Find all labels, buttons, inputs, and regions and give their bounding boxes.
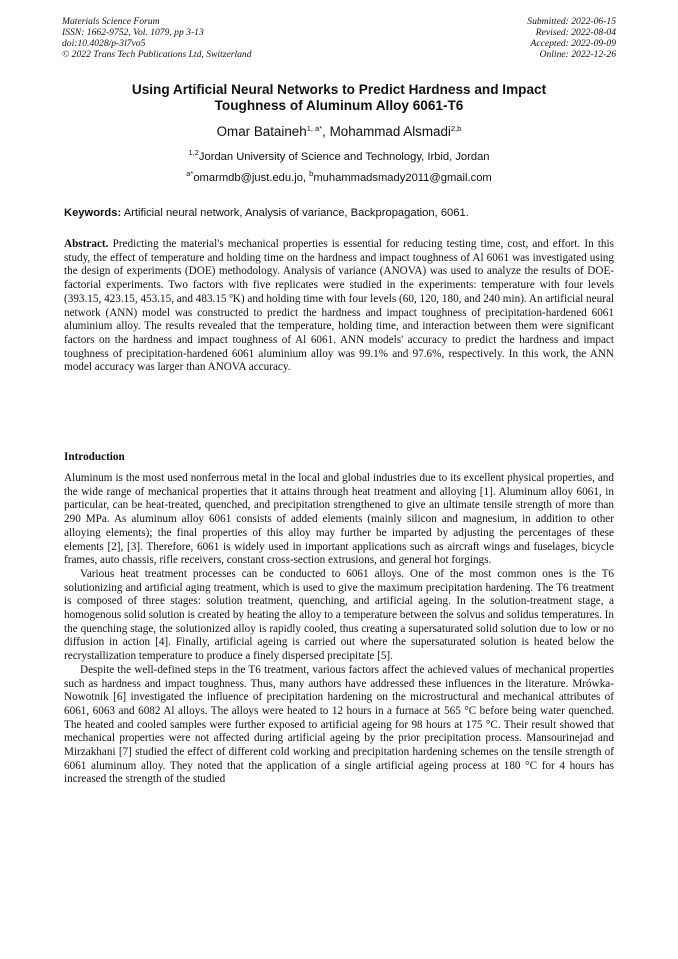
journal-name: Materials Science Forum (62, 16, 160, 27)
author-2-name: Mohammad Alsmadi (329, 124, 451, 139)
doi: doi:10.4028/p-3l7vo5 (62, 38, 146, 49)
author-2-affiliation-mark: 2,b (450, 124, 462, 133)
abstract-text: Predicting the material's mechanical properties is essential for reducing testing time, cost, and effort. In this study, the effect of temperature and holding time on the hardness and impact toughness of Al 6061 was investigated using the design of experiments (DOE) methodology. Analysis of variance (ANOVA) was used to analyze the results of DOE-factorial experiments. Two factors with five replicates were studied in the experiments: temperature with four levels (393.15, 423.15, 453.15, and 483.15 ºK) and holding time with four levels (60, 120, 180, and 240 min). An artificial neural network (ANN) model was constructed to predict the hardness and impact toughness of precipitation-hardened 6061 aluminium alloy. The results revealed that the temperature, holding time, and interaction between them were significant factors on the hardness and impact toughness of Al 6061. ANN models' accuracy to predict the hardness and impact toughness of precipitation-hardened 6061 aluminium alloy was 99.1% and 97.6%, respectively. In this work, the ANN model accuracy was larger than ANOVA accuracy. (64, 238, 615, 374)
author-separator: , (322, 124, 330, 139)
accepted-date: Accepted: 2022-09-09 (530, 38, 616, 49)
author-emails (60, 171, 618, 185)
paper-title (60, 82, 618, 114)
email-a: omarmdb@just.edu.jo, (193, 172, 310, 184)
abstract-label: Abstract. (64, 238, 109, 250)
submitted-date: Submitted: 2022-06-15 (527, 16, 616, 27)
keywords (64, 206, 620, 220)
affiliation (60, 150, 618, 164)
intro-paragraph-1: Aluminum is the most used nonferrous metal in the local and global industries due to its excellent physical properties, and the wide range of mechanical properties that it attains through heat treatment and alloying [1]. Aluminum alloy 6061, in particular, can be heat-treated, quenched, and precipitation strengthened to give an ultimate tensile strength of more than 290 MPa. As aluminum alloy 6061 consists of added elements (mainly silicon and magnesium, in addition to other alloying elements); the final properties of this alloy may further be imparted by adjusting the percentages of these elements [2], [3]. Therefore, 6061 is widely used in important applications such as aircraft wings and fuselages, bicycle frames, auto chassis, rifle receivers, constant cross-section extrusions, and general hot forgings. (64, 472, 614, 567)
revised-date: Revised: 2022-08-04 (535, 27, 616, 38)
intro-paragraph-2: Various heat treatment processes can be conducted to 6061 alloys. One of the most common ones is the T6 solutionizing and artificial aging treatment, which is used to give the maximum precipitation hardening. The T6 treatment is composed of three stages: solution treatment, quenching, and artificial ageing. In the solution-treatment stage, a homogenous solid solution is created by heating the alloy to a temperature between the solvus and solidus temperatures. In the quenching stage, the solutionized alloy is rapidly cooled, thus creating a supersaturated solid solution due to low or no diffusion in action [4]. Finally, artificial ageing is carried out where the supersaturated solution is heated below the recrystallization temperature to produce a finely dispersed precipitate [5]. (64, 567, 614, 663)
email-b: muhammadsmady2011@gmail.com (313, 172, 492, 184)
title-line-2: Toughness of Aluminum Alloy 6061-T6 (214, 98, 464, 113)
online-date: Online: 2022-12-26 (539, 49, 616, 60)
keywords-text: Artificial neural network, Analysis of variance, Backpropagation, 6061. (121, 207, 469, 219)
introduction-heading: Introduction (64, 451, 125, 463)
author-1-name: Omar Bataineh (216, 124, 307, 139)
intro-paragraph-3: Despite the well-defined steps in the T6 treatment, various factors affect the achieved values of mechanical properties such as hardness and impact toughness. Thus, many authors have addressed these influences in the literature. Mrówka-Nowotnik [6] investigated the influence of precipitation hardening on the microstructural and mechanical attributes of 6061, 6063 and 6082 Al alloys. The alloys were heated to 12 hours in a furnace at 565 °C before being water quenched. The heated and cooled samples were further exposed to artificial ageing for 98 hours at 175 °C. Their result showed that mechanical properties were not affected during artificial ageing by the prior precipitation process. Mansourinejad and Mirzakhani [7] studied the effect of different cold working and precipitation hardening schemes on the tensile strength of 6061 aluminum alloy. They noted that the application of a single artificial ageing process at 180 °C for 4 hours has increased the strength of the studied (64, 663, 614, 786)
title-line-1: Using Artificial Neural Networks to Predict Hardness and Impact (131, 82, 547, 97)
journal-info (62, 16, 252, 60)
affiliation-mark: 1,2 (188, 148, 199, 157)
email-a-mark: a* (186, 169, 194, 178)
email-b-mark: b (309, 169, 314, 178)
abstract (64, 238, 614, 375)
publication-dates (527, 16, 616, 60)
author-list (60, 124, 618, 140)
author-1-affiliation-mark: 1, a* (306, 124, 323, 133)
issn-volume-pages: ISSN: 1662-9752, Vol. 1079, pp 3-13 (62, 27, 204, 38)
copyright: © 2022 Trans Tech Publications Ltd, Switzerland (62, 49, 252, 60)
affiliation-text: Jordan University of Science and Technology, Irbid, Jordan (198, 151, 490, 163)
introduction-body (64, 472, 614, 787)
keywords-label: Keywords: (64, 207, 122, 219)
